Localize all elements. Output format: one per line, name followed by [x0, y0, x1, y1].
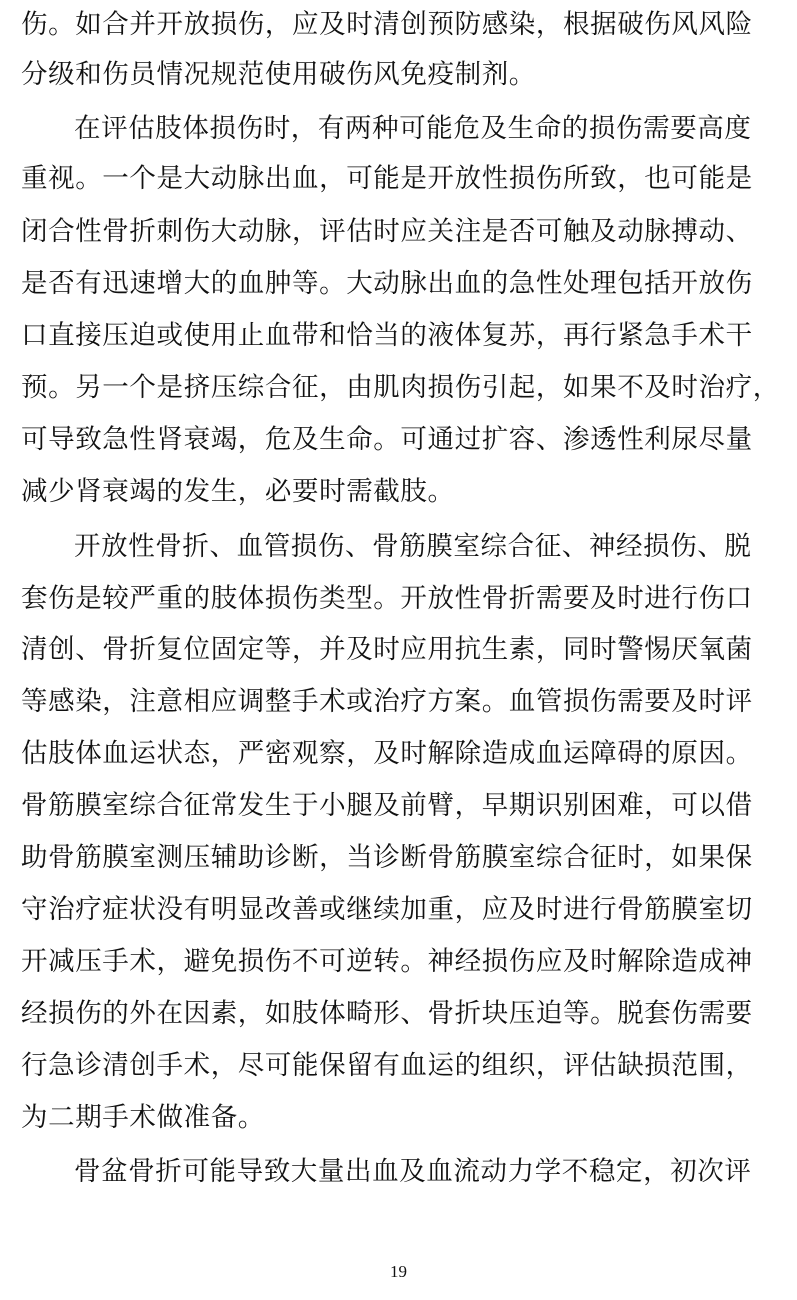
- text-line: 开减压手术，避免损伤不可逆转。神经损伤应及时解除造成神: [21, 946, 753, 977]
- text-line: 守治疗症状没有明显改善或继续加重，应及时进行骨筋膜室切: [21, 894, 753, 925]
- text-line: 口直接压迫或使用止血带和恰当的液体复苏，再行紧急手术干: [21, 320, 753, 351]
- text-line: 是否有迅速增大的血肿等。大动脉出血的急性处理包括开放伤: [21, 268, 753, 299]
- text-line: 行急诊清创手术，尽可能保留有血运的组织，评估缺损范围，: [21, 1050, 753, 1081]
- text-line: 估肢体血运状态，严密观察，及时解除造成血运障碍的原因。: [21, 738, 753, 769]
- paragraph-start-line: 开放性骨折、血管损伤、骨筋膜室综合征、神经损伤、脱: [74, 531, 752, 562]
- text-line: 等感染，注意相应调整手术或治疗方案。血管损伤需要及时评: [21, 686, 753, 717]
- page-number: 19: [390, 1262, 407, 1281]
- text-line: 助骨筋膜室测压辅助诊断，当诊断骨筋膜室综合征时，如果保: [21, 842, 753, 873]
- text-line: 可导致急性肾衰竭，危及生命。可通过扩容、渗透性利尿尽量: [21, 424, 753, 455]
- paragraph-start-line: 在评估肢体损伤时，有两种可能危及生命的损伤需要高度: [74, 113, 752, 144]
- paragraph-start-line: 骨盆骨折可能导致大量出血及血流动力学不稳定，初次评: [74, 1156, 752, 1187]
- text-line: 重视。一个是大动脉出血，可能是开放性损伤所致，也可能是: [21, 163, 753, 194]
- text-line: 清创、骨折复位固定等，并及时应用抗生素，同时警惕厌氧菌: [21, 634, 753, 665]
- text-line: 套伤是较严重的肢体损伤类型。开放性骨折需要及时进行伤口: [21, 583, 753, 614]
- text-line: 为二期手术做准备。: [21, 1102, 265, 1133]
- text-line: 骨筋膜室综合征常发生于小腿及前臂，早期识别困难，可以借: [21, 790, 753, 821]
- text-line: 分级和伤员情况规范使用破伤风免疫制剂。: [21, 59, 536, 90]
- text-line: 预。另一个是挤压综合征，由肌肉损伤引起，如果不及时治疗，: [21, 372, 780, 403]
- text-line: 减少肾衰竭的发生，必要时需截肢。: [21, 476, 455, 507]
- text-line: 伤。如合并开放损伤，应及时清创预防感染，根据破伤风风险: [21, 9, 753, 40]
- text-line: 经损伤的外在因素，如肢体畸形、骨折块压迫等。脱套伤需要: [21, 998, 753, 1029]
- text-line: 闭合性骨折刺伤大动脉，评估时应关注是否可触及动脉搏动、: [21, 216, 753, 247]
